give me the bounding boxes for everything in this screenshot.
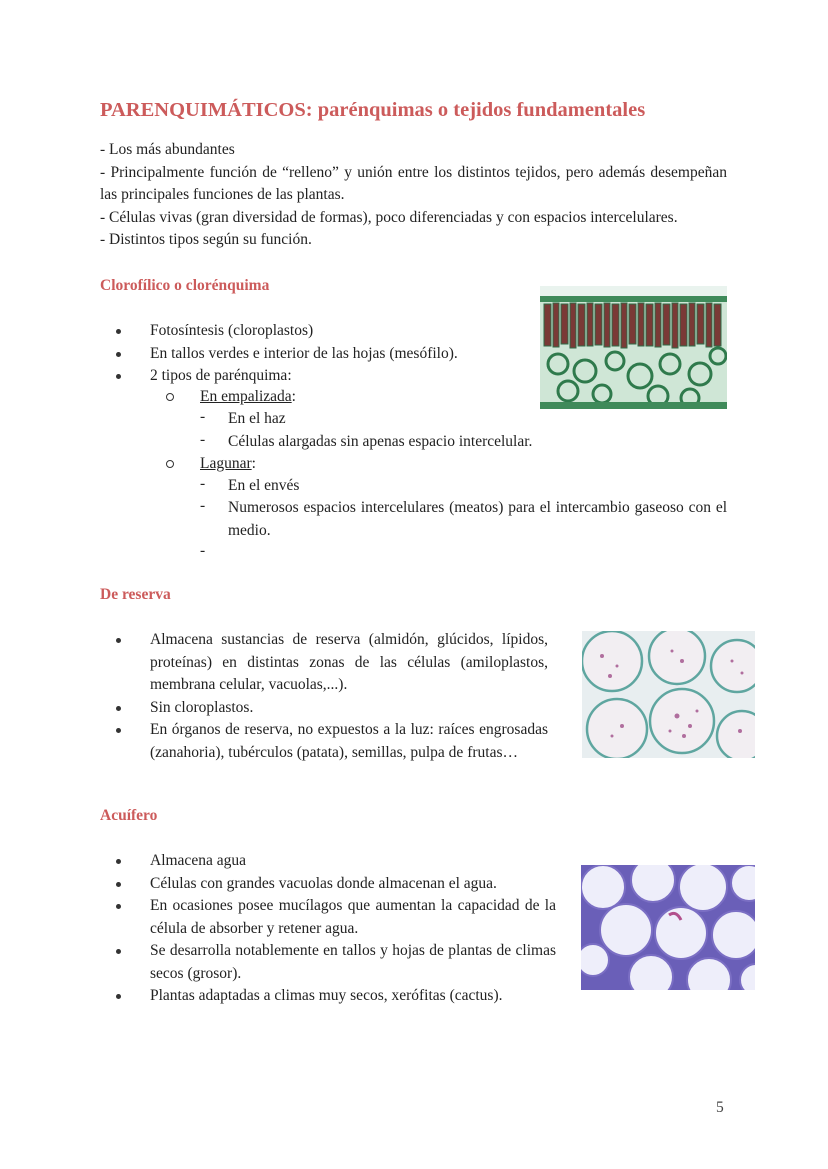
bullet-icon xyxy=(116,949,121,954)
list-item: Numerosos espacios intercelulares (meatos) para el intercambio gaseoso con el medio. xyxy=(228,499,727,539)
section-heading-clorofilico: Clorofílico o clorénquima xyxy=(100,277,270,294)
bullet-icon xyxy=(116,728,121,733)
list-item: En tallos verdes e interior de las hojas (mesófilo). xyxy=(100,343,520,366)
list-item: Se desarrolla notablemente en tallos y hojas de plantas de climas secos (grosor). xyxy=(100,940,556,985)
intro-block xyxy=(100,139,727,252)
bullet-icon xyxy=(116,352,121,357)
subtype-lagunar: Lagunar: xyxy=(200,455,256,472)
reserva-list xyxy=(100,629,548,764)
list-item: 2 tipos de parénquima: xyxy=(100,365,520,388)
bullet-icon xyxy=(116,882,121,887)
list-item: En el haz xyxy=(228,410,286,427)
list-item: En ocasiones posee mucílagos que aumentan la capacidad de la célula de absorber y retener agua. xyxy=(100,895,556,940)
sub-bullet-icon xyxy=(166,393,174,401)
acuifero-micrograph xyxy=(581,865,755,990)
intro-line: - Los más abundantes xyxy=(100,141,235,158)
list-item: Fotosíntesis (cloroplastos) xyxy=(100,320,520,343)
bullet-icon xyxy=(116,904,121,909)
list-item: Células con grandes vacuolas donde almacenan el agua. xyxy=(100,873,556,896)
bullet-icon xyxy=(116,859,121,864)
bullet-icon xyxy=(116,994,121,999)
dash-icon: - xyxy=(200,408,206,425)
reserva-micrograph xyxy=(582,631,755,758)
acuifero-list xyxy=(100,850,556,1008)
empty-dash: - xyxy=(200,542,206,559)
bullet-icon xyxy=(116,329,121,334)
intro-line: - Células vivas (gran diversidad de formas), poco diferenciadas y con espacios intercelulares. xyxy=(100,208,678,226)
sub-bullet-icon xyxy=(166,460,174,468)
dash-icon: - xyxy=(200,431,206,448)
bullet-icon xyxy=(116,638,121,643)
list-item: Sin cloroplastos. xyxy=(100,697,548,720)
clorenquima-micrograph xyxy=(540,286,727,409)
clorofilico-list xyxy=(100,320,520,388)
list-item: En el envés xyxy=(228,477,300,494)
section-heading-acuifero: Acuífero xyxy=(100,807,158,824)
intro-line: - Principalmente función de “relleno” y unión entre los distintos tejidos, pero además desempeñan las principales funciones de las plantas. xyxy=(100,163,727,203)
list-item: Almacena agua xyxy=(100,850,556,873)
subtype-empalizada: En empalizada: xyxy=(200,388,296,405)
list-item: Almacena sustancias de reserva (almidón, glúcidos, lípidos, proteínas) en distintas zonas de las células (amiloplastos, membrana celular, vacuolas,...). xyxy=(100,629,548,697)
list-item: Plantas adaptadas a climas muy secos, xerófitas (cactus). xyxy=(100,985,556,1008)
list-item: Células alargadas sin apenas espacio intercelular. xyxy=(228,433,533,450)
page-title: PARENQUIMÁTICOS: parénquimas o tejidos fundamentales xyxy=(100,99,646,121)
intro-line: - Distintos tipos según su función. xyxy=(100,231,312,248)
dash-icon: - xyxy=(200,497,206,514)
bullet-icon xyxy=(116,374,121,379)
list-item: En órganos de reserva, no expuestos a la luz: raíces engrosadas (zanahoria), tubérculos (patata), semillas, pulpa de frutas… xyxy=(100,719,548,764)
bullet-icon xyxy=(116,706,121,711)
dash-icon: - xyxy=(200,475,206,492)
section-heading-reserva: De reserva xyxy=(100,586,171,603)
page-number: 5 xyxy=(716,1099,724,1116)
